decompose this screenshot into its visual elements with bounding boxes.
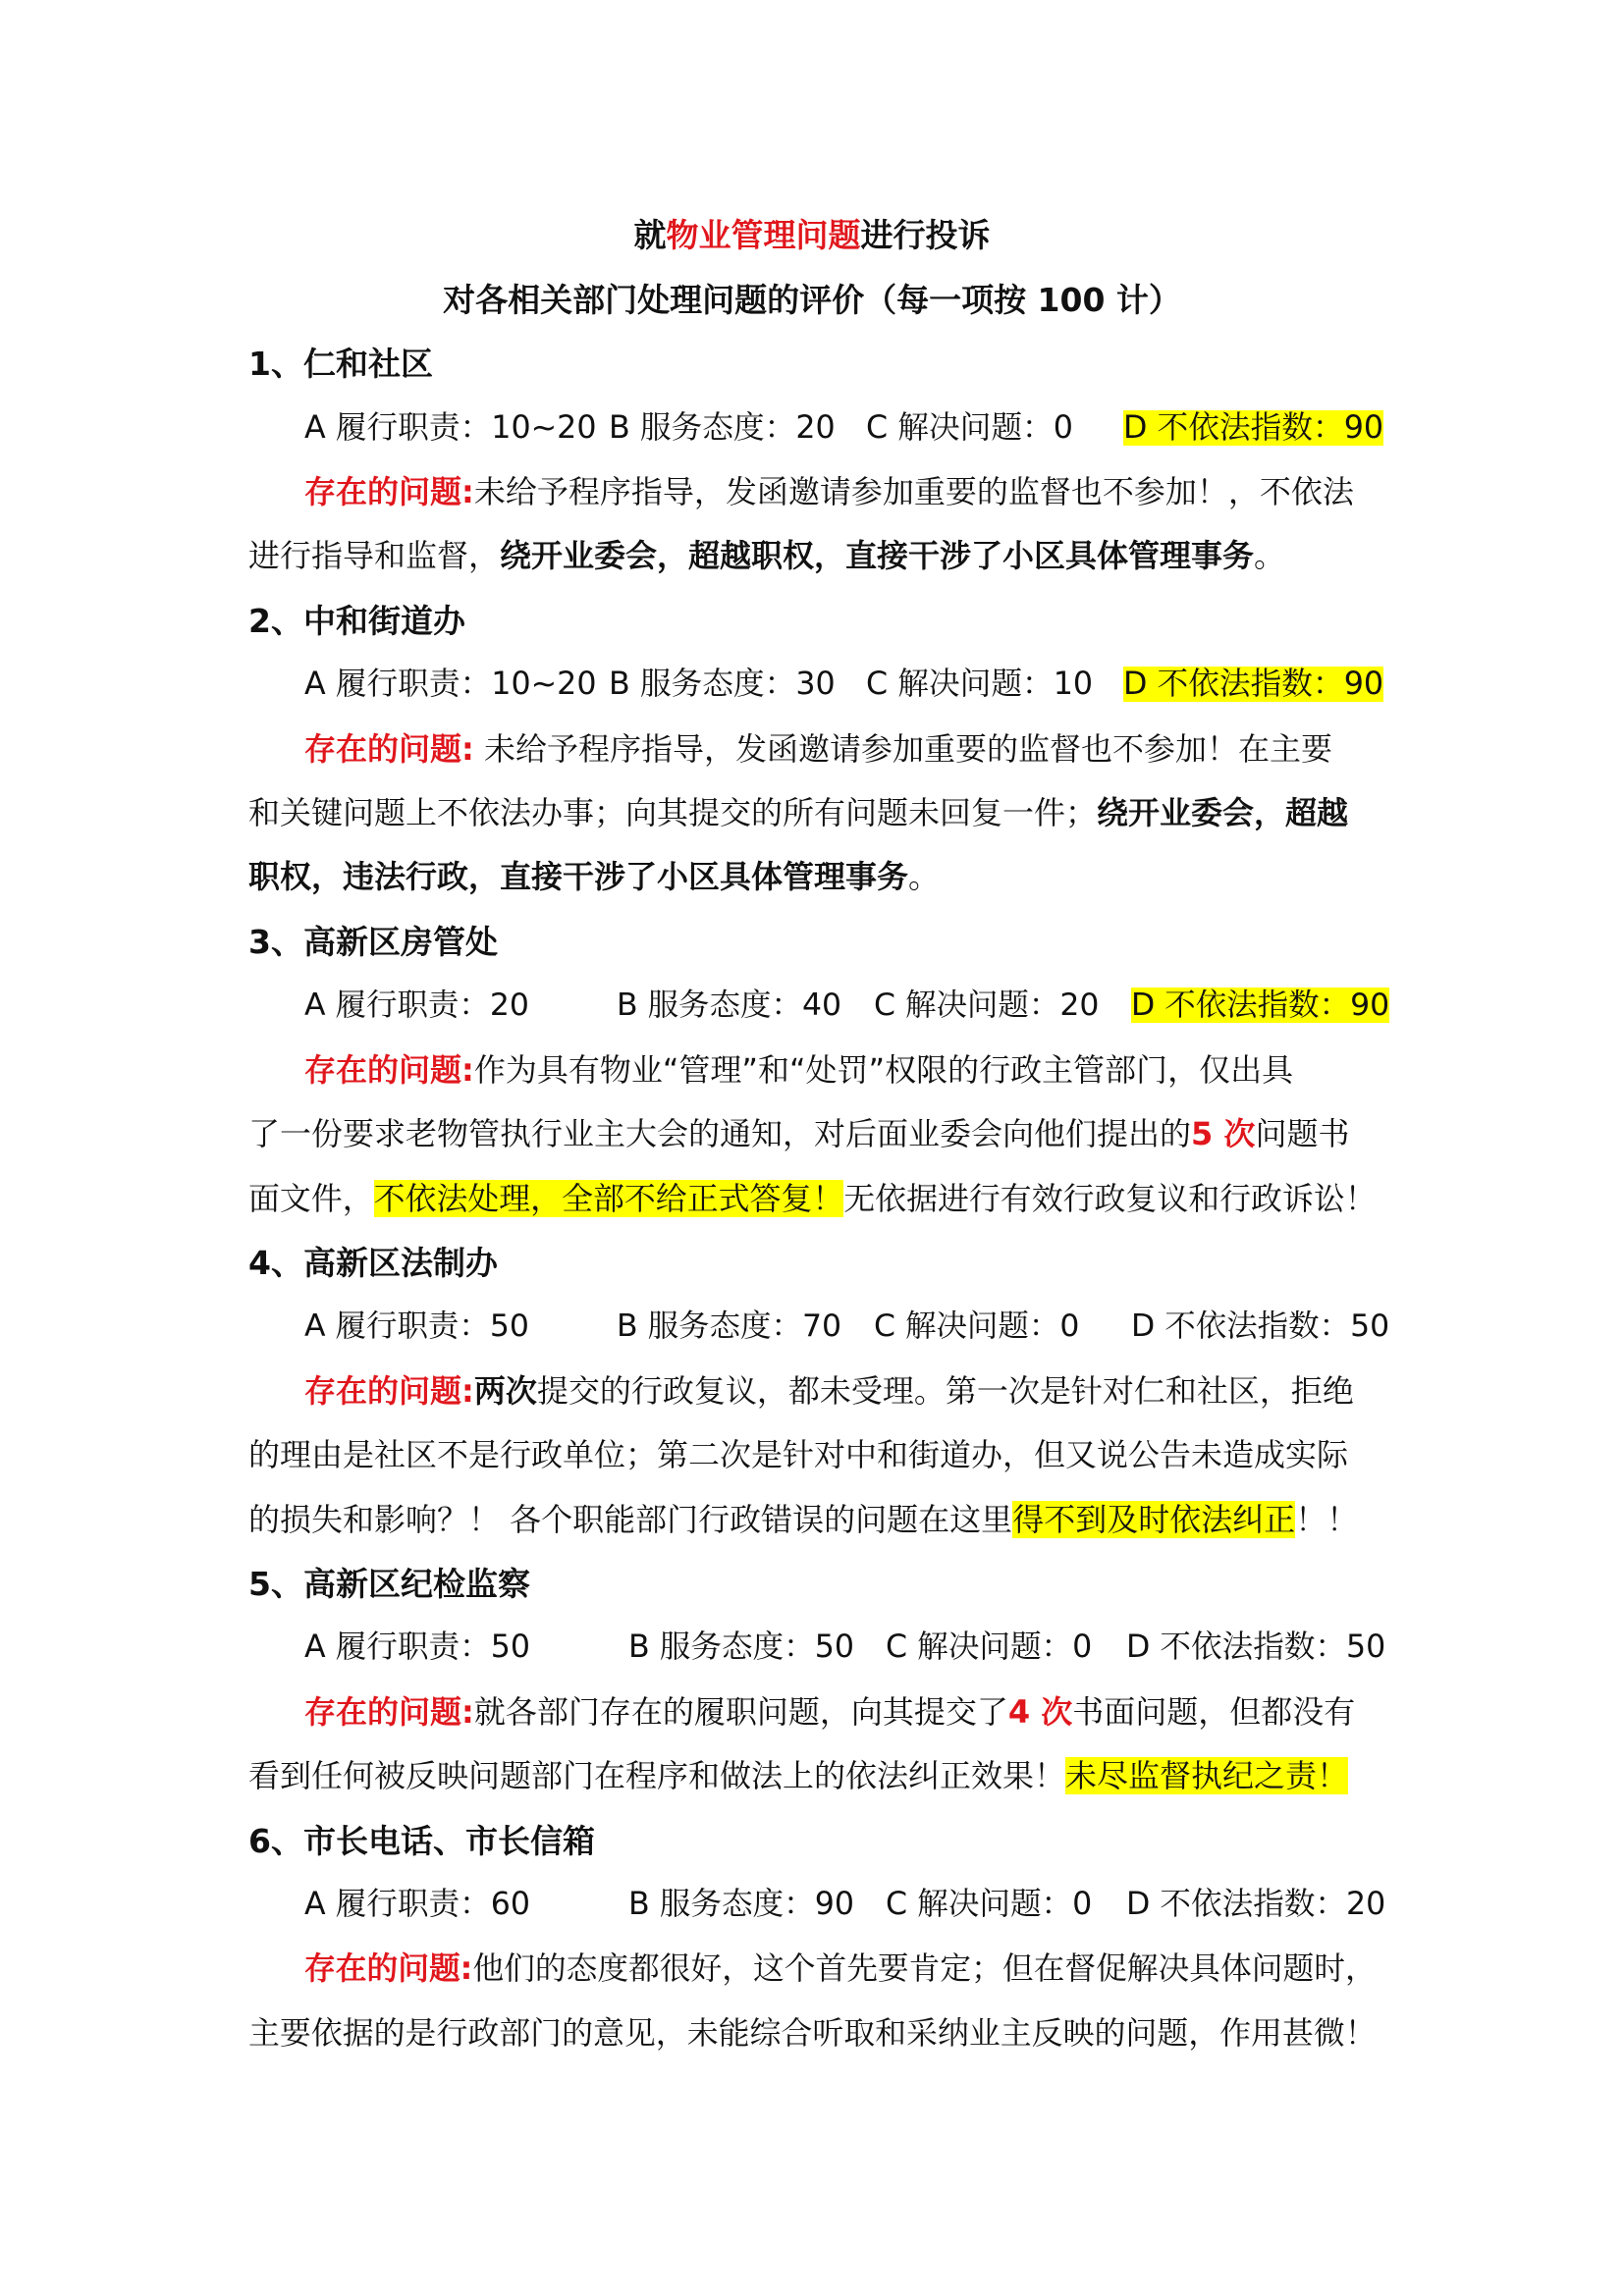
section-5-scores (304, 1623, 1385, 1667)
section-1-issue-line-2: 进行指导和监督，绕开业委会，超越职权，直接干涉了小区具体管理事务。 (248, 537, 1286, 574)
section-2-scores (304, 660, 1383, 704)
score-b: B 服务态度：70 (617, 1308, 841, 1344)
score-c: C 解决问题：0 (874, 1308, 1080, 1344)
section-1-issue-line-1: 存在的问题:未给予程序指导，发函邀请参加重要的监督也不参加！，不依法 (304, 473, 1354, 510)
section-3-issue-line-2: 了一份要求老物管执行业主大会的通知，对后面业委会向他们提出的5 次问题书 (248, 1115, 1350, 1152)
score-a: A 履行职责：50 (304, 1629, 530, 1665)
section-3-heading: 3、高新区房管处 (248, 923, 498, 961)
title-prefix: 就 (633, 216, 667, 254)
score-d: D 不依法指数：50 (1131, 1308, 1390, 1344)
section-4-scores (304, 1302, 1389, 1346)
section-3-scores (304, 981, 1389, 1025)
score-d: D 不依法指数：90 (1123, 410, 1384, 446)
section-2-issue-line-1: 存在的问题: 未给予程序指导，发函邀请参加重要的监督也不参加！在主要 (304, 730, 1332, 768)
section-6-issue-line-1: 存在的问题:他们的态度都很好，这个首先要肯定；但在督促解决具体问题时， (304, 1951, 1377, 1987)
score-b: B 服务态度：40 (617, 988, 841, 1023)
score-c: C 解决问题：10 (866, 667, 1094, 702)
score-b: B 服务态度：20 (609, 410, 836, 446)
document-title (0, 210, 1624, 256)
score-a: A 履行职责：20 (304, 988, 529, 1023)
score-a: A 履行职责：60 (304, 1887, 530, 1922)
score-c: C 解决问题：0 (866, 410, 1073, 446)
section-4-issue-line-1: 存在的问题:两次提交的行政复议，都未受理。第一次是针对仁和社区，拒绝 (304, 1372, 1354, 1410)
score-d: D 不依法指数：90 (1131, 988, 1390, 1023)
section-6-heading: 6、市长电话、市长信箱 (248, 1822, 595, 1860)
score-d: D 不依法指数：50 (1126, 1629, 1386, 1665)
section-2-issue-line-2: 和关键问题上不依法办事；向其提交的所有问题未回复一件；绕开业委会，超越 (248, 794, 1349, 831)
issue-label: 存在的问题: (304, 1693, 474, 1731)
document-subtitle: 对各相关部门处理问题的评价（每一项按 100 计） (443, 281, 1181, 319)
section-2-heading: 2、中和街道办 (248, 602, 465, 640)
score-d: D 不依法指数：20 (1126, 1887, 1386, 1922)
issue-label: 存在的问题: (304, 730, 474, 768)
section-2-issue-line-3: 职权，违法行政，直接干涉了小区具体管理事务。 (248, 858, 941, 895)
issue-label: 存在的问题: (304, 473, 474, 510)
section-5-issue-line-1: 存在的问题:就各部门存在的履职问题，向其提交了4 次书面问题，但都没有 (304, 1693, 1356, 1731)
section-4-issue-line-3: 的损失和影响？！ 各个职能部门行政错误的问题在这里得不到及时依法纠正！！ (248, 1501, 1359, 1538)
score-d: D 不依法指数：90 (1123, 667, 1384, 702)
section-4-issue-line-2: 的理由是社区不是行政单位；第二次是针对中和街道办，但又说公告未造成实际 (248, 1436, 1349, 1473)
score-b: B 服务态度：30 (609, 667, 836, 702)
section-5-issue-line-2: 看到任何被反映问题部门在程序和做法上的依法纠正效果！未尽监督执纪之责！ (248, 1757, 1349, 1794)
score-b: B 服务态度：50 (628, 1629, 855, 1665)
section-5-heading: 5、高新区纪检监察 (248, 1565, 530, 1603)
score-a: A 履行职责：50 (304, 1308, 529, 1344)
score-a: A 履行职责：10~20 (304, 667, 597, 702)
score-b: B 服务态度：90 (628, 1887, 855, 1922)
section-3-issue-line-3: 面文件，不依法处理，全部不给正式答复！无依据进行有效行政复议和行政诉讼！ (248, 1180, 1377, 1217)
issue-label: 存在的问题: (304, 1951, 473, 1987)
issue-label: 存在的问题: (304, 1051, 474, 1089)
section-1-scores (304, 403, 1383, 448)
section-6-issue-line-2: 主要依据的是行政部门的意见，未能综合听取和采纳业主反映的问题，作用甚微！ (248, 2014, 1377, 2052)
issue-label: 存在的问题: (304, 1372, 474, 1410)
section-4-heading: 4、高新区法制办 (248, 1244, 498, 1282)
section-1-heading: 1、仁和社区 (248, 345, 433, 383)
score-c: C 解决问题：20 (874, 988, 1100, 1023)
score-c: C 解决问题：0 (886, 1887, 1093, 1922)
section-3-issue-line-1: 存在的问题:作为具有物业“管理”和“处罚”权限的行政主管部门，仅出具 (304, 1051, 1294, 1089)
section-6-scores (304, 1880, 1385, 1924)
score-c: C 解决问题：0 (886, 1629, 1093, 1665)
title-suffix: 进行投诉 (860, 216, 991, 254)
score-a: A 履行职责：10~20 (304, 410, 597, 446)
title-highlight: 物业管理问题 (666, 216, 861, 254)
